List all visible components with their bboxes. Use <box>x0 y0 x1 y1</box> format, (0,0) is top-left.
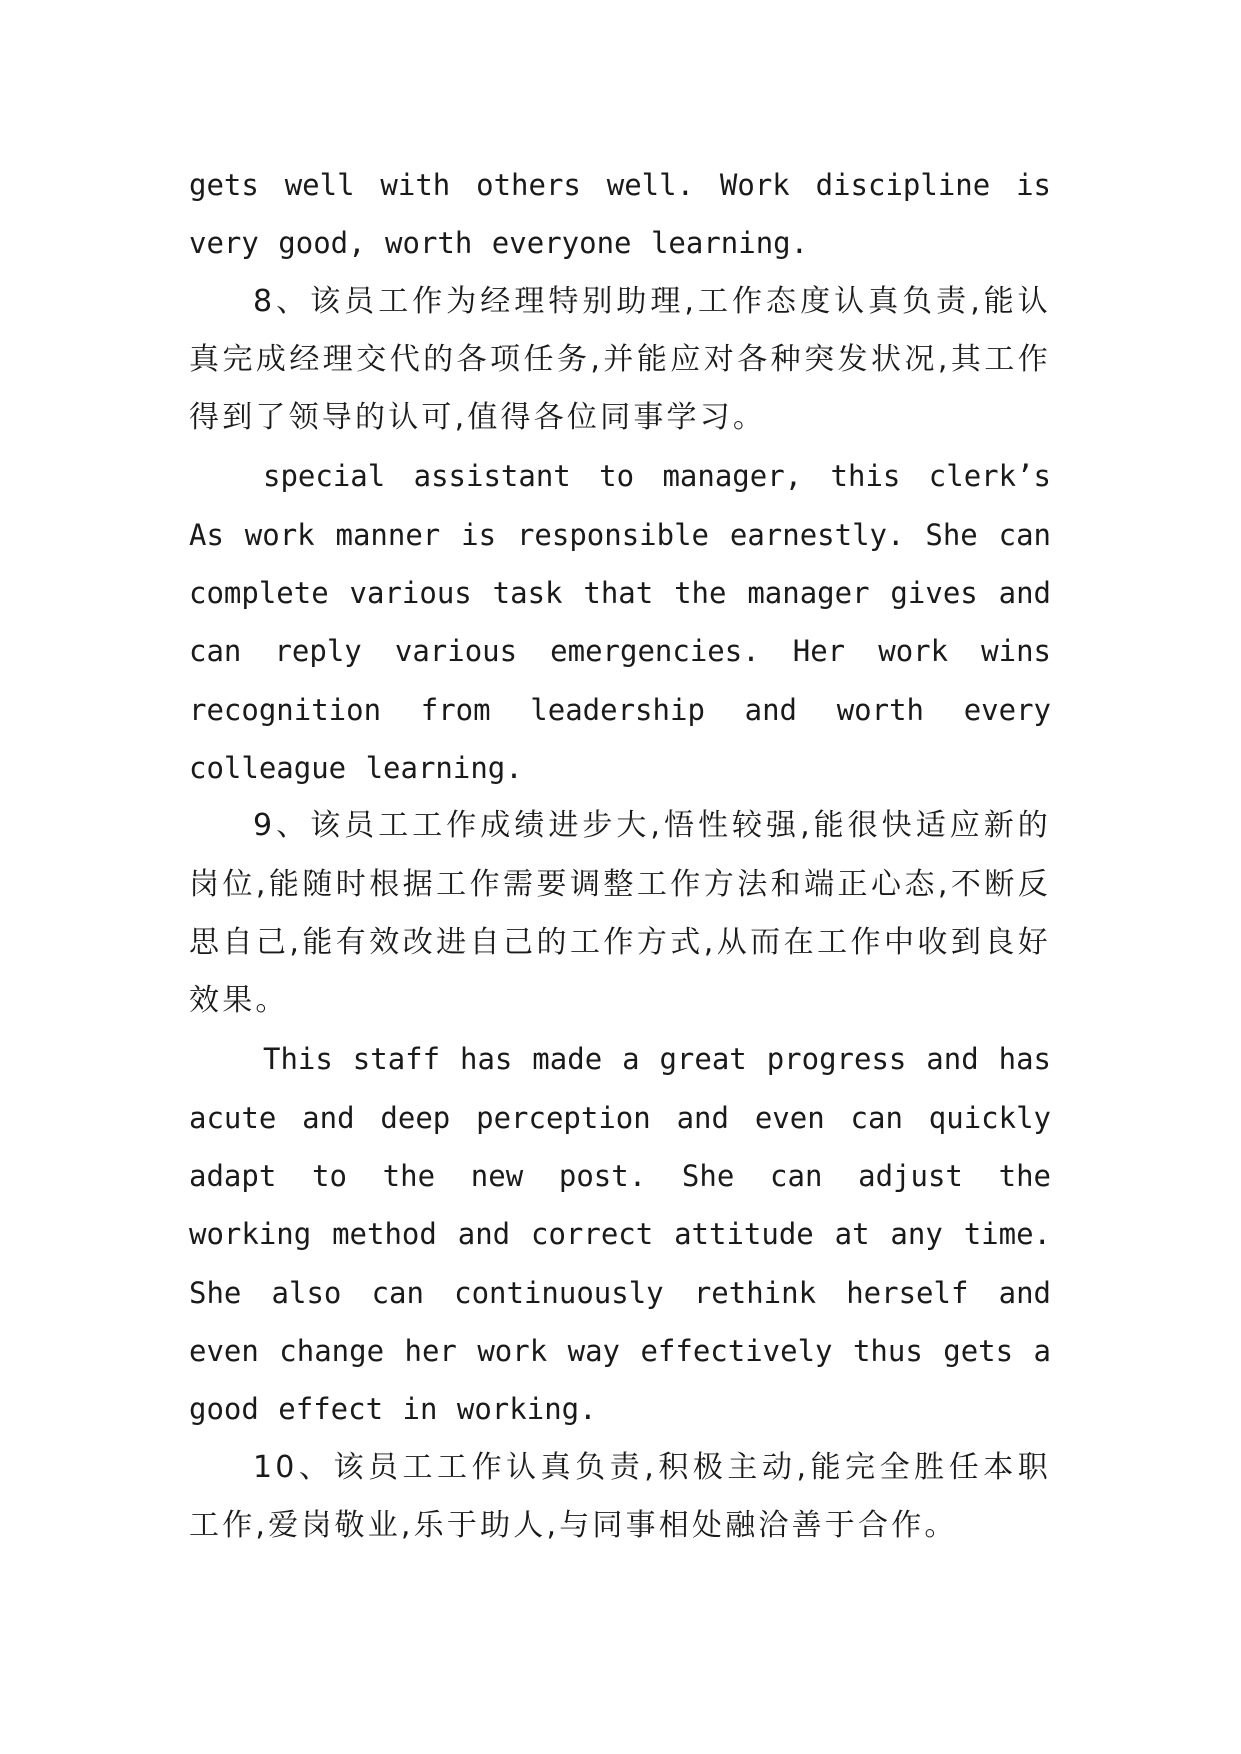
paragraph-item-9-english: This staff has made a great progress and has acute and deep perception and even can quickly adapt to the new post. She can adjust the working method and correct attitude at any time. She also can continuously rethink herself and even change her work way effectively thus gets a good effect in working. <box>189 1042 1051 1427</box>
paragraph-english-continuation: gets well with others well. Work discipline is very good, worth everyone learning. <box>189 168 1051 261</box>
paragraph-item-10-chinese: 10、该员工工作认真负责,积极主动,能完全胜任本职工作,爱岗敬业,乐于助人,与同事相处融洽善于合作。 <box>189 1449 1051 1543</box>
paragraph-item-8-english: special assistant to manager, this clerk’s As work manner is responsible earnestly. She can complete various task that the manager gives and can reply various emergencies. Her work wins recognition from leadership and worth every colleague learning. <box>189 459 1051 785</box>
paragraph-item-8-chinese: 8、该员工作为经理特别助理,工作态度认真负责,能认真完成经理交代的各项任务,并能应对各种突发状况,其工作得到了领导的认可,值得各位同事学习。 <box>189 283 1051 436</box>
document-body <box>189 156 1051 1555</box>
paragraph-item-9-chinese: 9、该员工工作成绩进步大,悟性较强,能很快适应新的岗位,能随时根据工作需要调整工作方法和端正心态,不断反思自己,能有效改进自己的工作方式,从而在工作中收到良好效果。 <box>189 808 1051 1019</box>
